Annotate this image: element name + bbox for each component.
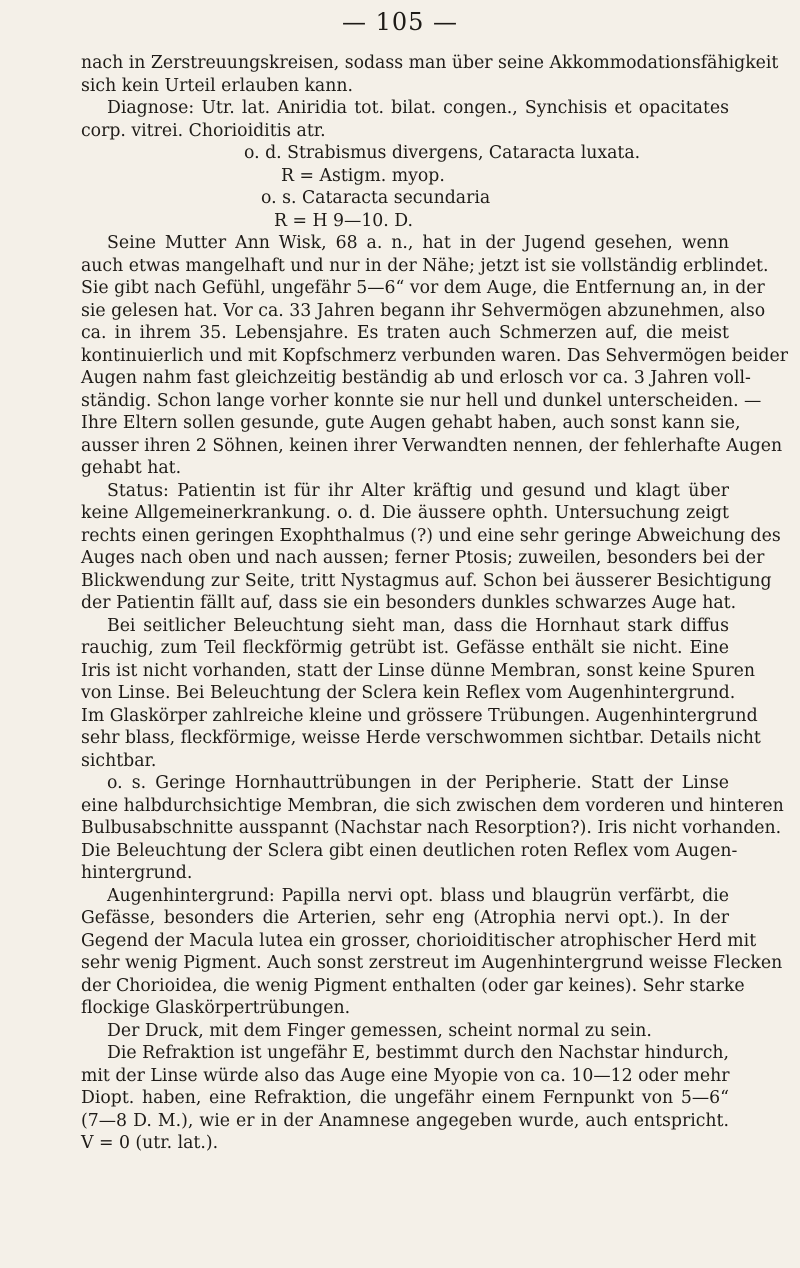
text-line: Auges nach oben und nach aussen; ferner Ptosis; zuweilen, besonders bei der (81, 548, 765, 568)
text-line: Sie gibt nach Gefühl, ungefähr 5—6“ vor dem Auge, die Entfernung an, in der (81, 278, 765, 298)
text-line: o. s. Cataracta secundaria (261, 188, 491, 208)
text-line: Augen nahm fast gleichzeitig beständig ab und erlosch vor ca. 3 Jahren voll- (81, 368, 751, 388)
text-line: ausser ihren 2 Söhnen, keinen ihrer Verwandten nennen, der fehlerhafte Augen (81, 435, 783, 456)
text-line: mit der Linse würde also das Auge eine Myopie von ca. 10—12 oder mehr (81, 1065, 730, 1086)
text-line: Seine Mutter Ann Wisk, 68 a. n., hat in der Jugend gesehen, wenn (107, 233, 729, 253)
text-line: V = 0 (utr. lat.). (81, 1133, 219, 1153)
text-line: Die Beleuchtung der Sclera gibt einen deutlichen roten Reflex vom Augen- (81, 840, 738, 861)
text-line: Gefässe, besonders die Arterien, sehr eng (Atrophia nervi opt.). In der (81, 908, 729, 928)
text-line: von Linse. Bei Beleuchtung der Sclera kein Reflex vom Augenhintergrund. (81, 683, 736, 703)
text-line: Bulbusabschnitte ausspannt (Nachstar nach Resorption?). Iris nicht vorhanden. (81, 818, 782, 838)
text-line: gehabt hat. (81, 458, 182, 478)
text-line: Blickwendung zur Seite, tritt Nystagmus auf. Schon bei äusserer Besichtigung (81, 570, 772, 591)
page-number: — 105 — (341, 8, 459, 36)
text-line: sehr blass, fleckförmige, weisse Herde verschwommen sichtbar. Details nicht (81, 728, 761, 748)
text-line: rechts einen geringen Exophthalmus (?) und eine sehr geringe Abweichung des (81, 525, 781, 546)
text-line: sie gelesen hat. Vor ca. 33 Jahren begann ihr Sehvermögen abzunehmen, also (81, 300, 766, 321)
text-line: hintergrund. (81, 863, 193, 883)
text-line: der Chorioidea, die wenig Pigment enthalten (oder gar keines). Sehr starke (81, 975, 745, 996)
text-line: flockige Glaskörpertrübungen. (81, 998, 351, 1018)
text-line: Diagnose: Utr. lat. Aniridia tot. bilat. congen., Synchisis et opacitates (107, 98, 729, 118)
text-line: kontinuierlich und mit Kopfschmerz verbunden waren. Das Sehvermögen beider (81, 345, 788, 366)
text-line: R = Astigm. myop. (281, 165, 445, 186)
text-line: o. d. Strabismus divergens, Cataracta luxata. (244, 143, 641, 163)
text-line: eine halbdurchsichtige Membran, die sich zwischen dem vorderen und hinteren (81, 795, 784, 816)
text-line: sichtbar. (81, 750, 157, 771)
text-line: Ihre Eltern sollen gesunde, gute Augen gehabt haben, auch sonst kann sie, (81, 413, 741, 433)
text-line: Iris ist nicht vorhanden, statt der Linse dünne Membran, sonst keine Spuren (81, 660, 756, 681)
text-line: ca. in ihrem 35. Lebensjahre. Es traten auch Schmerzen auf, die meist (81, 323, 729, 343)
text-line: corp. vitrei. Chorioiditis atr. (81, 120, 326, 141)
text-line: R = H 9—10. D. (274, 210, 414, 231)
text-line: sich kein Urteil erlauben kann. (81, 75, 353, 96)
body-text (81, 52, 788, 1155)
text-line: rauchig, zum Teil fleckförmig getrübt ist. Gefässe enthält sie nicht. Eine (81, 638, 729, 658)
text-line: ständig. Schon lange vorher konnte sie nur hell und dunkel unterscheiden. — (81, 390, 762, 411)
text-line: sehr wenig Pigment. Auch sonst zerstreut im Augenhintergrund weisse Flecken (81, 953, 783, 973)
text-line: Augenhintergrund: Papilla nervi opt. blass und blaugrün verfärbt, die (107, 885, 729, 906)
text-line: Die Refraktion ist ungefähr E, bestimmt durch den Nachstar hindurch, (107, 1043, 729, 1063)
text-line: keine Allgemeinerkrankung. o. d. Die äussere ophth. Untersuchung zeigt (81, 503, 729, 523)
text-line: Der Druck, mit dem Finger gemessen, scheint normal zu sein. (107, 1020, 652, 1041)
text-line: Status: Patientin ist für ihr Alter kräftig und gesund und klagt über (107, 480, 729, 501)
text-line: Diopt. haben, eine Refraktion, die ungefähr einem Fernpunkt von 5—6“ (81, 1088, 729, 1108)
text-line: Im Glaskörper zahlreiche kleine und grössere Trübungen. Augenhintergrund (81, 705, 758, 726)
text-line: o. s. Geringe Hornhauttrübungen in der Peripherie. Statt der Linse (107, 773, 729, 793)
text-line: auch etwas mangelhaft und nur in der Nähe; jetzt ist sie vollständig erblindet. (81, 255, 769, 276)
text-line: der Patientin fällt auf, dass sie ein besonders dunkles schwarzes Auge hat. (81, 593, 737, 613)
text-line: (7—8 D. M.), wie er in der Anamnese angegeben wurde, auch entspricht. (81, 1110, 729, 1131)
text-line: Gegend der Macula lutea ein grosser, chorioiditischer atrophischer Herd mit (81, 930, 757, 951)
text-line: Bei seitlicher Beleuchtung sieht man, dass die Hornhaut stark diffus (107, 615, 729, 636)
text-line: nach in Zerstreuungskreisen, sodass man über seine Akkommodationsfähigkeit (81, 53, 779, 73)
